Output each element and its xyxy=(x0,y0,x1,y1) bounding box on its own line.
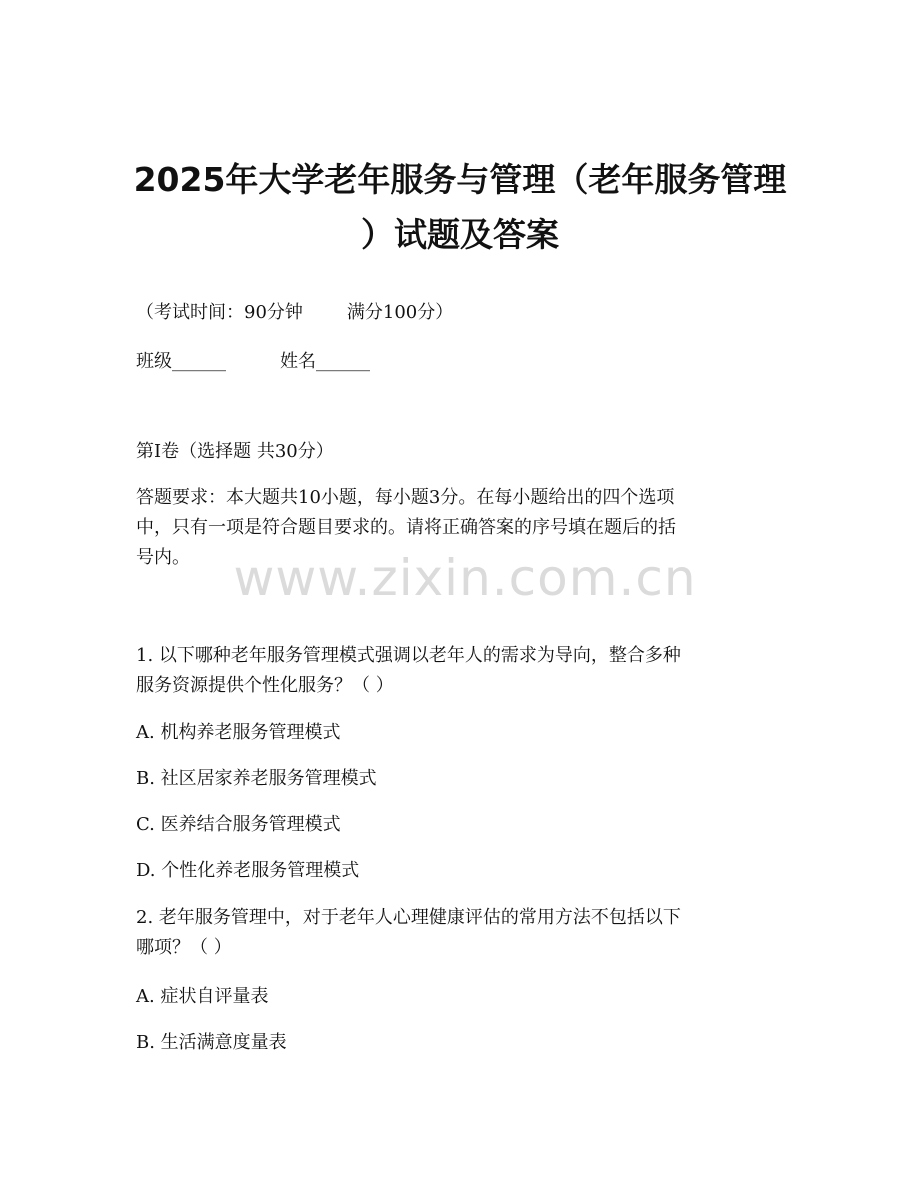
question-2-stem xyxy=(136,903,786,963)
question-1-option-b: B. 社区居家养老服务管理模式 xyxy=(136,768,377,789)
instruction-line: 中，只有一项是符合题目要求的。请将正确答案的序号填在题后的括 xyxy=(136,517,676,538)
instruction-line: 答题要求：本大题共10小题，每小题3分。在每小题给出的四个选项 xyxy=(136,487,675,508)
question-2-option-b: B. 生活满意度量表 xyxy=(136,1032,287,1053)
question-stem-line: 服务资源提供个性化服务？（ ） xyxy=(136,675,394,696)
title-line-1: 2025年大学老年服务与管理（老年服务管理 xyxy=(133,160,787,199)
exam-score: 满分100分） xyxy=(346,302,454,323)
question-1-option-d: D. 个性化养老服务管理模式 xyxy=(136,860,360,881)
question-1-stem xyxy=(136,641,786,701)
question-2-option-a: A. 症状自评量表 xyxy=(136,986,269,1007)
name-field: 姓名______ xyxy=(280,351,370,372)
question-1-option-a: A. 机构养老服务管理模式 xyxy=(136,722,341,743)
question-1-option-c: C. 医养结合服务管理模式 xyxy=(136,814,341,835)
section-heading: 第I卷（选择题 共30分） xyxy=(136,441,334,462)
exam-info xyxy=(136,298,786,328)
exam-time: （考试时间：90分钟 xyxy=(136,302,303,323)
instruction-line: 号内。 xyxy=(136,547,190,568)
class-field: 班级______ xyxy=(136,351,226,372)
question-stem-line: 1. 以下哪种老年服务管理模式强调以老年人的需求为导向，整合多种 xyxy=(136,645,681,666)
document-title xyxy=(120,152,800,262)
section-instructions xyxy=(136,483,786,573)
title-line-2: ）试题及答案 xyxy=(361,215,559,254)
question-stem-line: 哪项？（ ） xyxy=(136,937,232,958)
watermark: www.zixin.com.cn xyxy=(233,549,697,607)
question-stem-line: 2. 老年服务管理中，对于老年人心理健康评估的常用方法不包括以下 xyxy=(136,907,681,928)
student-fields xyxy=(136,347,786,377)
